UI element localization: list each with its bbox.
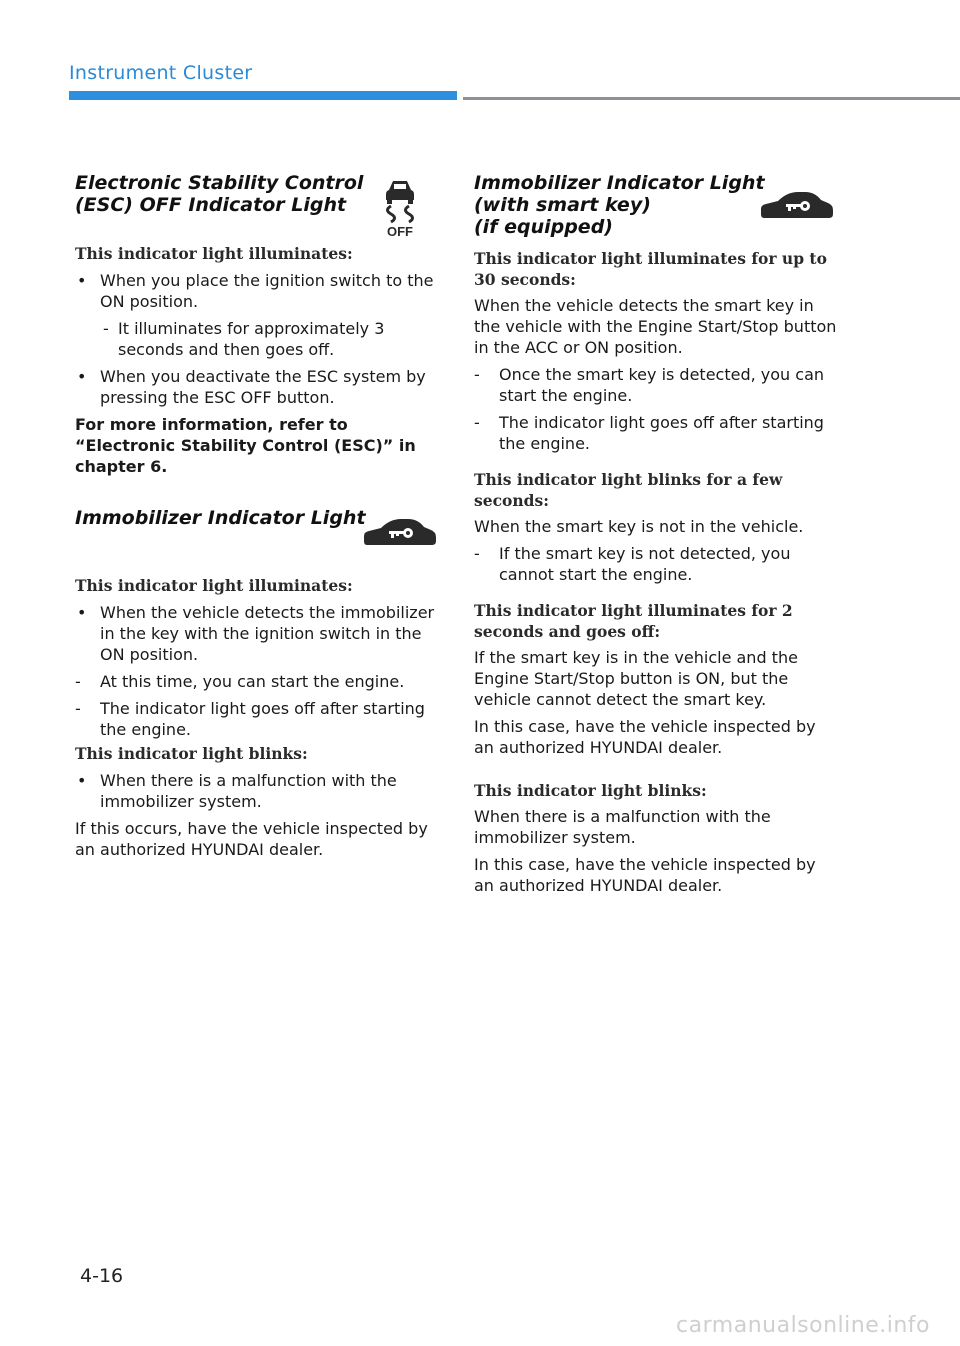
- esc-off-icon: [375, 176, 425, 238]
- smart-key-subhead-3: This indicator light illuminates for 2 seconds and goes off:: [474, 601, 793, 641]
- esc-bullets: [75, 270, 437, 312]
- immobilizer-note: If this occurs, have the vehicle inspected by an authorized HYUNDAI dealer.: [75, 819, 428, 859]
- svg-text:OFF: OFF: [387, 224, 413, 238]
- smart-key-subhead-1: This indicator light illuminates for up to 30 seconds:: [474, 249, 827, 289]
- immobilizer-dashes: [75, 671, 437, 740]
- immobilizer-section-header: [75, 507, 437, 529]
- smart-key-para-1: When the vehicle detects the smart key in the vehicle with the Engine Start/Stop button in the ACC or ON position.: [474, 296, 837, 357]
- smart-key-subhead-4: This indicator light blinks:: [474, 781, 707, 800]
- immobilizer-bullets: [75, 602, 437, 665]
- smart-key-subhead-2: This indicator light blinks for a few seconds:: [474, 470, 783, 510]
- smart-key-para-2: When the smart key is not in the vehicle.: [474, 517, 804, 536]
- smart-key-para-5: When there is a malfunction with the immobilizer system.: [474, 807, 771, 847]
- immobilizer-subhead-2: This indicator light blinks:: [75, 744, 308, 763]
- list-item: - At this time, you can start the engine.: [75, 671, 437, 692]
- page-number: 4-16: [80, 1265, 124, 1287]
- list-item: - If the smart key is not detected, you cannot start the engine.: [474, 543, 839, 585]
- header-title: Instrument Cluster: [69, 62, 253, 84]
- smart-key-para-3: If the smart key is in the vehicle and the Engine Start/Stop button is ON, but the vehicle cannot detect the smart key.: [474, 648, 798, 709]
- car-key-icon: [363, 515, 437, 551]
- smart-key-title-line3: (if equipped): [474, 216, 613, 238]
- car-key-icon: [760, 188, 834, 224]
- list-item: - The indicator light goes off after starting the engine.: [75, 698, 437, 740]
- list-item: - Once the smart key is detected, you can start the engine.: [474, 364, 839, 406]
- header-rule-accent: [69, 91, 457, 100]
- right-column: [474, 172, 839, 896]
- esc-section-header: [75, 172, 437, 238]
- smart-key-dashes-1: [474, 364, 839, 454]
- immobilizer-subhead-1: This indicator light illuminates:: [75, 576, 353, 595]
- smart-key-para-6: In this case, have the vehicle inspected by an authorized HYUNDAI dealer.: [474, 855, 816, 895]
- esc-more-info: For more information, refer to “Electronic Stability Control (ESC)” in chapter 6.: [75, 415, 416, 476]
- left-column: [75, 172, 437, 860]
- list-item: • When you deactivate the ESC system by pressing the ESC OFF button.: [75, 366, 437, 408]
- smart-key-title-line2: (with smart key): [474, 194, 651, 216]
- esc-bullets-2: [75, 366, 437, 408]
- list-item: • When you place the ignition switch to the ON position.: [75, 270, 437, 312]
- watermark: carmanualsonline.info: [676, 1313, 930, 1338]
- list-item: • When there is a malfunction with the immobilizer system.: [75, 770, 437, 812]
- esc-subitems: [75, 318, 437, 360]
- smart-key-title-line1: Immobilizer Indicator Light: [474, 172, 765, 194]
- header-rule: [463, 97, 960, 100]
- list-item: - It illuminates for approximately 3 seconds and then goes off.: [75, 318, 437, 360]
- immobilizer-section-title: Immobilizer Indicator Light: [75, 507, 366, 529]
- smart-key-dashes-2: [474, 543, 839, 585]
- immobilizer-bullets-2: [75, 770, 437, 812]
- smart-key-para-4: In this case, have the vehicle inspected by an authorized HYUNDAI dealer.: [474, 717, 816, 757]
- esc-title-line2: (ESC) OFF Indicator Light: [75, 194, 347, 216]
- list-item: - The indicator light goes off after starting the engine.: [474, 412, 839, 454]
- list-item: • When the vehicle detects the immobilizer in the key with the ignition switch in the ON position.: [75, 602, 437, 665]
- esc-title-line1: Electronic Stability Control: [75, 172, 364, 194]
- smart-key-section-header: [474, 172, 839, 238]
- esc-subhead: This indicator light illuminates:: [75, 244, 353, 263]
